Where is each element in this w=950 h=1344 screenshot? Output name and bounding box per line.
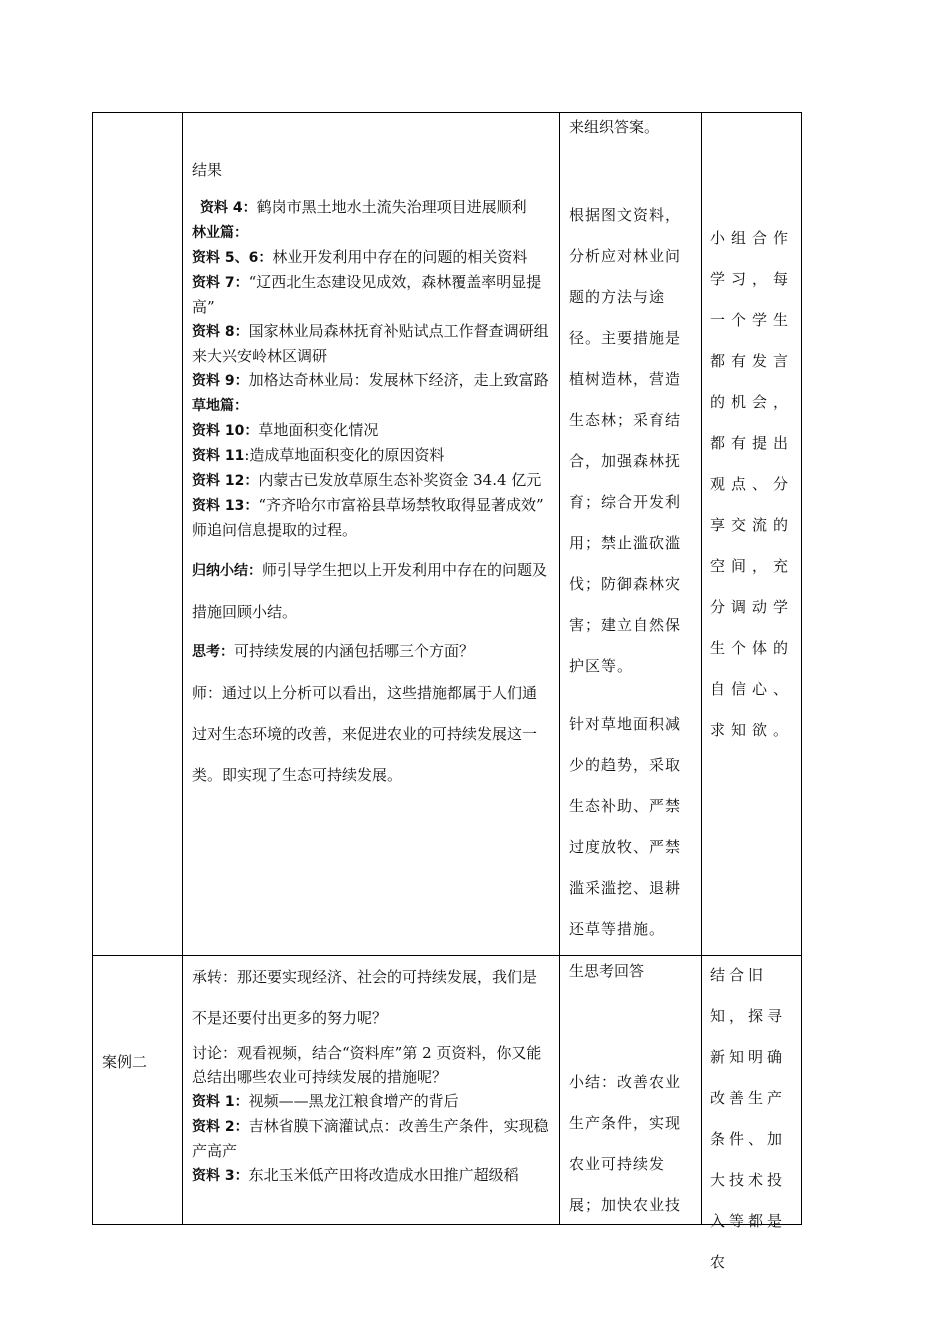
lesson-table — [92, 112, 802, 1271]
material-13-label: 资料 13： — [192, 498, 259, 514]
row2-material-2-label: 资料 2： — [192, 1119, 249, 1135]
material-13 — [192, 493, 550, 518]
teacher-conclusion: 师：通过以上分析可以看出，这些措施都属于人们通过对生态环境的改善，来促进农业的可持续发展这一类。即实现了生态可持续发展。 — [192, 684, 538, 784]
material-10 — [192, 418, 550, 443]
material-9-text: 加格达奇林业局：发展林下经济，走上致富路 — [248, 371, 549, 389]
forestry-heading — [192, 220, 550, 245]
table-border-bottom — [92, 1224, 802, 1225]
result-text: 结果 — [192, 161, 223, 179]
table-border-top — [92, 112, 802, 113]
grassland-heading — [192, 393, 550, 418]
material-8 — [192, 319, 550, 368]
material-5-6-label: 资料 5、6： — [192, 250, 273, 266]
material-12 — [192, 468, 550, 493]
summary-label: 归纳小结： — [192, 563, 262, 579]
material-8-text: 国家林业局森林抚育补贴试点工作督查调研组来大兴安岭林区调研 — [192, 322, 549, 365]
row2-material-3-text: 东北玉米低产田将改造成水田推广超级稻 — [248, 1166, 519, 1184]
teacher-ask: 师追问信息提取的过程。 — [192, 521, 358, 539]
summary-paragraph — [192, 550, 550, 633]
material-5-6 — [192, 245, 550, 270]
row1-student-top: 来组织答案。 — [569, 118, 660, 136]
material-4-label: 资料 4： — [200, 200, 257, 216]
discussion-text: 讨论：观看视频，结合“资料库”第 2 页资料，你又能总结出哪些农业可持续发展的措施呢？ — [192, 1044, 542, 1086]
think-paragraph — [192, 631, 550, 673]
material-7 — [192, 270, 550, 319]
transition-text: 承转：那还要实现经济、社会的可持续发展，我们是不是还要付出更多的努力呢？ — [192, 968, 538, 1027]
material-7-label: 资料 7： — [192, 275, 249, 291]
column-divider-2 — [559, 112, 560, 1225]
grassland-heading-label: 草地篇： — [192, 398, 248, 414]
column-divider-1 — [182, 112, 183, 1225]
material-12-text: 内蒙古已发放草原生态补奖资金 34.4 亿元 — [258, 471, 542, 489]
material-9-label: 资料 9： — [192, 373, 249, 389]
material-11-label: 资料 11 — [192, 448, 245, 464]
row2-student-summary: 小结：改善农业生产条件，实现农业可持续发展；加快农业技 — [569, 1073, 682, 1214]
forestry-heading-label: 林业篇： — [192, 225, 248, 241]
summary-text: 师引导学生把以上开发利用中存在的问题及措施回顾小结。 — [192, 561, 548, 621]
material-9 — [192, 368, 550, 393]
table-border-left — [92, 112, 93, 1225]
row2-material-3-label: 资料 3： — [192, 1168, 249, 1184]
material-4 — [192, 195, 550, 220]
material-11-text: :造成草地面积变化的原因资料 — [244, 446, 445, 464]
think-label: 思考： — [192, 644, 234, 660]
row-divider — [92, 955, 802, 956]
row2-material-3 — [192, 1163, 550, 1188]
row1-activities-cell — [192, 158, 550, 796]
row1-student-forest: 根据图文资料，分析应对林业问题的方法与途径。主要措施是植树造林，营造生态林；采育结合，加强森林抚育；综合开发利用；禁止滥砍滥伐；防御森林灾害；建立自然保护区等。 — [569, 206, 682, 675]
material-5-6-text: 林业开发利用中存在的问题的相关资料 — [272, 248, 528, 266]
material-7-text: “辽西北生态建设见成效，森林覆盖率明显提高” — [192, 273, 542, 316]
table-border-right — [801, 112, 802, 1225]
row2-activities-cell — [192, 957, 550, 1188]
material-13-text: “齐齐哈尔市富裕县草场禁牧取得显著成效” — [258, 496, 544, 514]
row2-material-1-label: 资料 1： — [192, 1094, 249, 1110]
row1-intent: 小组合作学习，每一个学生都有发言的机会，都有提出观点、分享交流的空间，充分调动学生个体的自信心、求知欲。 — [710, 229, 795, 739]
row2-material-2-text: 吉林省膜下滴灌试点：改善生产条件，实现稳产高产 — [192, 1117, 549, 1160]
material-11 — [192, 443, 550, 468]
material-4-text: 鹤岗市黑土地水土流失治理项目进展顺利 — [256, 198, 527, 216]
row2-material-1 — [192, 1089, 550, 1114]
row2-material-2 — [192, 1114, 550, 1163]
row2-intent: 结合旧知，探寻新知明确改善生产条件、加大技术投入等都是农 — [710, 966, 787, 1271]
material-10-label: 资料 10： — [192, 423, 259, 439]
row1-student-grass: 针对草地面积减少的趋势，采取生态补助、严禁过度放牧、严禁滥采滥挖、退耕还草等措施。 — [569, 715, 682, 938]
material-10-text: 草地面积变化情况 — [258, 421, 379, 439]
row2-case-label: 案例二 — [102, 1053, 148, 1071]
material-12-label: 资料 12： — [192, 473, 259, 489]
row2-material-1-text: 视频——黑龙江粮食增产的背后 — [248, 1092, 459, 1110]
column-divider-3 — [701, 112, 702, 1225]
think-text: 可持续发展的内涵包括哪三个方面？ — [234, 642, 475, 660]
material-8-label: 资料 8： — [192, 324, 249, 340]
row2-student-answer: 生思考回答 — [569, 962, 645, 980]
